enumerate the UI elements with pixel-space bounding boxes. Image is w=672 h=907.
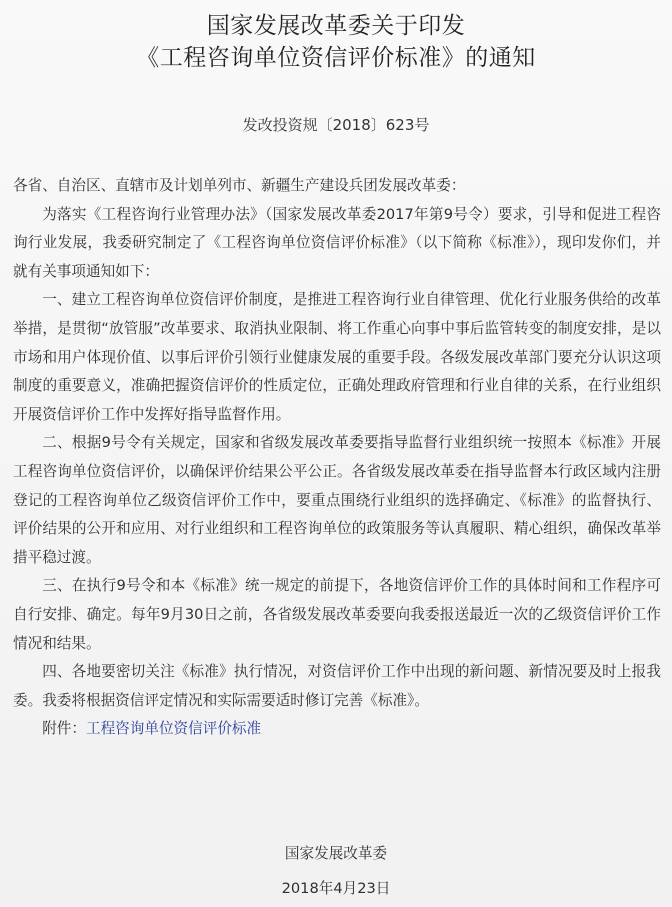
attachment-label: 附件：	[42, 720, 86, 738]
paragraph-item-3: 三、在执行9号令和本《标准》统一规定的前提下，各地资信评价工作的具体时间和工作程序可自行安排、确定。每年9月30日之前，各省级发展改革委要向我委报送最近一次的乙级资信评价工作情况和结果。	[13, 577, 661, 652]
document-body	[13, 172, 661, 744]
signature-date: 2018年4月23日	[281, 880, 391, 897]
paragraph-intro: 为落实《工程咨询行业管理办法》（国家发展改革委2017年第9号令）要求，引导和促进工程咨询行业发展，我委研究制定了《工程咨询单位资信评价标准》（以下简称《标准》），现印发你们，并就有关事项通知如下：	[13, 205, 661, 280]
signature-organization: 国家发展改革委	[284, 845, 388, 862]
document-title-line-2: 《工程咨询单位资信评价标准》的通知	[136, 45, 536, 71]
salutation: 各省、自治区、直辖市及计划单列市、新疆生产建设兵团发展改革委：	[13, 177, 466, 194]
paragraph-item-4: 四、各地要密切关注《标准》执行情况，对资信评价工作中出现的新问题、新情况要及时上报我委。我委将根据资信评定情况和实际需要适时修订完善《标准》。	[13, 663, 661, 709]
paragraph-item-2: 二、根据9号令有关规定，国家和省级发展改革委要指导监督行业组织统一按照本《标准》开展工程咨询单位资信评价，以确保评价结果公平公正。各省级发展改革委在指导监督本行政区域内注册登记的工程咨询单位乙级资信评价工作中，要重点围绕行业组织的选择确定、《标准》的监督执行、评价结果的公开和应用、对行业组织和工程咨询单位的政策服务等认真履职、精心组织，确保改革举措平稳过渡。	[13, 434, 661, 566]
paragraph-item-1: 一、建立工程咨询单位资信评价制度，是推进工程咨询行业自律管理、优化行业服务供给的改革举措，是贯彻“放管服”改革要求、取消执业限制、将工作重心向事中事后监管转变的制度安排，是以市场和用户体现价值、以事后评价引领行业健康发展的重要手段。各级发展改革部门要充分认识这项制度的重要意义，准确把握资信评价的性质定位，正确处理政府管理和行业自律的关系，在行业组织开展资信评价工作中发挥好指导监督作用。	[13, 291, 661, 423]
attachment-line	[13, 715, 661, 744]
document-number: 发改投资规〔2018〕623号	[242, 116, 430, 134]
attachment-link[interactable]: 工程咨询单位资信评价标准	[85, 720, 262, 738]
document-title-line-1: 国家发展改革委关于印发	[206, 13, 466, 39]
